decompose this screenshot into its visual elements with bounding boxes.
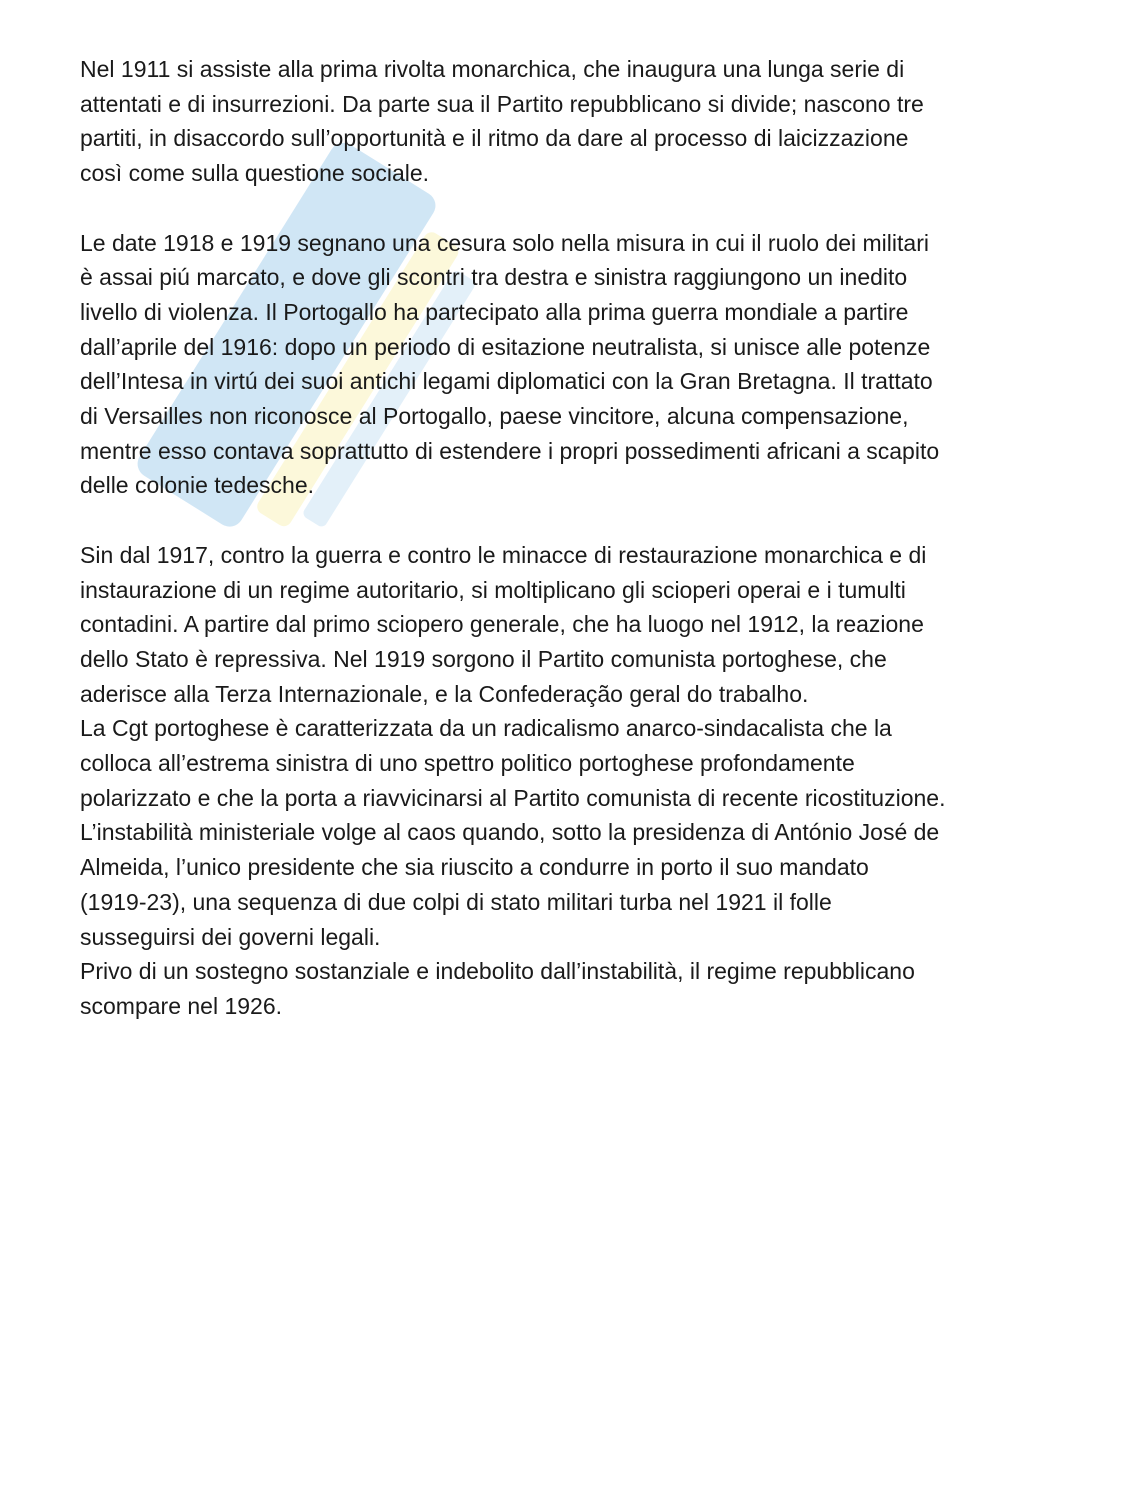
paragraph-3: Sin dal 1917, contro la guerra e contro le minacce di restaurazione monarchica e di instaurazione di un regime autoritario, si moltiplicano gli scioperi operai e i tumulti contadini. A partire dal primo sciopero generale, che ha luogo nel 1912, la reazione dello Stato è repressiva. Nel 1919 sorgono il Partito comunista portoghese, che aderisce alla Terza Internazionale, e la Confederação geral do trabalho. La Cgt portoghese è caratterizzata da un radicalismo anarco-sindacalista che la colloca all’estrema sinistra di uno spettro politico portoghese profondamente polarizzato e che la porta a riavvicinarsi al Partito comunista di recente ricostituzione. L’instabilità ministeriale volge al caos quando, sotto la presidenza di António José de Almeida, l’unico presidente che sia riuscito a condurre in porto il suo mandato (1919-23), una sequenza di due colpi di stato militari turba nel 1921 il folle susseguirsi dei governi legali. Privo di un sostegno sostanziale e indebolito dall’instabilità, il regime repubblicano scompare nel 1926. [80, 541, 946, 1019]
paragraph-gap [80, 503, 1080, 538]
paragraph-gap [80, 191, 1080, 226]
document-body [80, 52, 1080, 1024]
paragraph-1: Nel 1911 si assiste alla prima rivolta monarchica, che inaugura una lunga serie di attentati e di insurrezioni. Da parte sua il Partito repubblicano si divide; nascono tre partiti, in disaccordo sull’opportunità e il ritmo da dare al processo di laicizzazione così come sulla questione sociale. [80, 56, 924, 187]
paragraph-2: Le date 1918 e 1919 segnano una cesura solo nella misura in cui il ruolo dei militari è assai piú marcato, e dove gli scontri tra destra e sinistra raggiungono un inedito livello di violenza. Il Portogallo ha partecipato alla prima guerra mondiale a partire dall’aprile del 1916: dopo un periodo di esitazione neutralista, si unisce alle potenze dell’Intesa in virtú dei suoi antichi legami diplomatici con la Gran Bretagna. Il trattato di Versailles non riconosce al Portogallo, paese vincitore, alcuna compensazione, mentre esso contava soprattutto di estendere i propri possedimenti africani a scapito delle colonie tedesche. [80, 229, 940, 499]
